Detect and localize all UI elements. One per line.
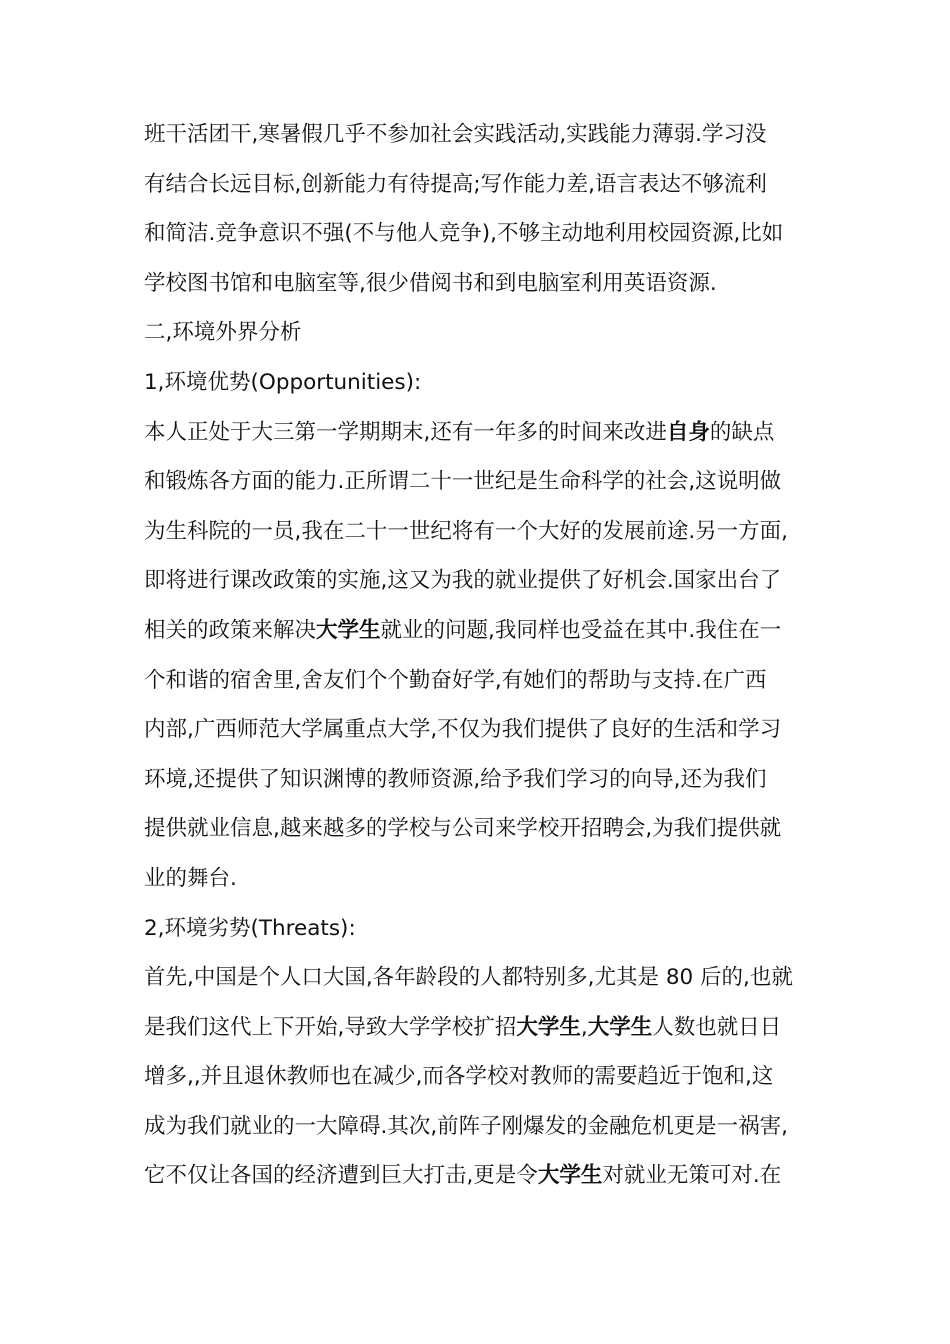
text-run: 班干活团干,寒暑假几乎不参加社会实践活动,实践能力薄弱.学习没 — [144, 122, 767, 147]
text-line — [144, 606, 814, 656]
text-run: 对就业无策可对.在 — [602, 1163, 782, 1189]
text-line — [144, 259, 814, 309]
bold-keyword: 大学生 — [316, 617, 381, 643]
text-run: 人数也就日日 — [652, 1014, 782, 1040]
text-line — [144, 904, 814, 954]
text-run: 成为我们就业的一大障碍.其次,前阵子刚爆发的金融危机更是一祸害, — [144, 1113, 789, 1139]
text-run: 它不仅让各国的经济遭到巨大打击,更是令 — [144, 1163, 538, 1189]
text-line — [144, 1102, 814, 1152]
text-run: 学校图书馆和电脑室等,很少借阅书和到电脑室利用英语资源. — [144, 270, 717, 296]
text-line — [144, 358, 814, 408]
text-line — [144, 209, 814, 259]
text-line — [144, 953, 814, 1003]
text-run: 的缺点 — [709, 419, 775, 445]
text-run: 环境,还提供了知识渊博的教师资源,给予我们学习的向导,还为我们 — [144, 766, 767, 792]
text-run: 增多,,并且退休教师也在减少,而各学校对教师的需要趋近于饱和,这 — [144, 1064, 774, 1090]
text-run: 个和谐的宿舍里,舍友们个个勤奋好学,有她们的帮助与支持.在广西 — [144, 667, 767, 693]
text-run: 1,环境优势(Opportunities): — [144, 369, 422, 395]
text-run: 本人正处于大三第一学期期末,还有一年多的时间来改进 — [144, 419, 667, 445]
text-run: 内部,广西师范大学属重点大学,不仅为我们提供了良好的生活和学习 — [144, 717, 782, 743]
text-line — [144, 160, 814, 210]
text-line — [144, 656, 814, 706]
text-run: 相关的政策来解决 — [144, 617, 317, 643]
bold-keyword: 自身 — [666, 419, 710, 445]
bold-keyword: 大学生 — [537, 1163, 603, 1189]
text-line — [144, 507, 814, 557]
text-line — [144, 556, 814, 606]
text-line — [144, 408, 814, 458]
text-run: 是我们这代上下开始,导致大学学校扩招 — [144, 1014, 517, 1040]
text-line — [144, 457, 814, 507]
text-run: , — [580, 1014, 588, 1040]
text-line — [144, 804, 814, 854]
bold-keyword: 大学生 — [587, 1014, 653, 1040]
text-run: 就业的问题,我同样也受益在其中.我住在一 — [380, 617, 782, 643]
text-line — [144, 110, 814, 160]
text-run: 即将进行课改政策的实施,这又为我的就业提供了好机会.国家出台了 — [144, 568, 782, 594]
text-run: 有结合长远目标,创新能力有待提高;写作能力差,语言表达不够流利 — [144, 171, 767, 197]
text-line — [144, 1151, 814, 1201]
text-line — [144, 1003, 814, 1053]
bold-keyword: 大学生 — [516, 1014, 581, 1040]
text-run: 2,环境劣势(Threats): — [144, 915, 356, 941]
text-line — [144, 854, 814, 904]
text-line — [144, 308, 814, 358]
text-run: 首先,中国是个人口大国,各年龄段的人都特别多,尤其是 80 后的,也就 — [144, 965, 793, 991]
document-body — [144, 110, 814, 1201]
text-line — [144, 755, 814, 805]
text-run: 和锻炼各方面的能力.正所谓二十一世纪是生命科学的社会,这说明做 — [144, 469, 782, 495]
text-run: 提供就业信息,越来越多的学校与公司来学校开招聘会,为我们提供就 — [144, 816, 782, 842]
text-run: 和简洁.竞争意识不强(不与他人竞争),不够主动地利用校园资源,比如 — [144, 221, 784, 247]
text-line — [144, 1052, 814, 1102]
text-run: 业的舞台. — [144, 865, 237, 891]
text-line — [144, 705, 814, 755]
text-run: 二,环境外界分析 — [144, 320, 302, 346]
text-run: 为生科院的一员,我在二十一世纪将有一个大好的发展前途.另一方面, — [144, 518, 789, 544]
